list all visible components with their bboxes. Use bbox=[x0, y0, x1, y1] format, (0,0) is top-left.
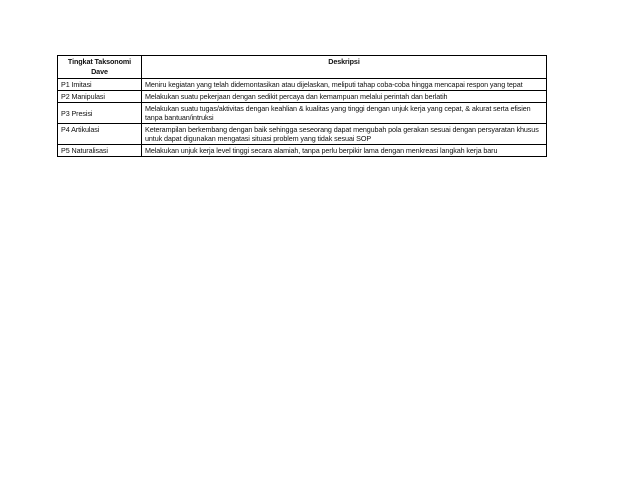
table-row bbox=[58, 79, 547, 91]
row-level: P2 Manipulasi bbox=[58, 91, 142, 103]
header-level: Tingkat Taksonomi Dave bbox=[58, 56, 142, 79]
row-level: P3 Presisi bbox=[58, 103, 142, 124]
table-header-row bbox=[58, 56, 547, 79]
row-description: Melakukan unjuk kerja level tinggi secara alamiah, tanpa perlu berpikir lama dengan menkreasi langkah kerja baru bbox=[142, 145, 547, 157]
row-description: Meniru kegiatan yang telah didemontasikan atau dijelaskan, meliputi tahap coba-coba hingga mencapai respon yang tepat bbox=[142, 79, 547, 91]
row-level: P5 Naturalisasi bbox=[58, 145, 142, 157]
row-description: Keterampilan berkembang dengan baik sehingga seseorang dapat mengubah pola gerakan sesuai dengan persyaratan khusus untuk dapat digunakan mengatasi situasi problem yang tidak sesuai SOP bbox=[142, 124, 547, 145]
table-row bbox=[58, 103, 547, 124]
row-description: Melakukan suatu pekerjaan dengan sedikit percaya dan kemampuan melalui perintah dan berlatih bbox=[142, 91, 547, 103]
header-description: Deskripsi bbox=[142, 56, 547, 79]
row-level: P4 Artikulasi bbox=[58, 124, 142, 145]
table-row bbox=[58, 145, 547, 157]
row-description: Melakukan suatu tugas/aktivitas dengan keahlian & kualitas yang tinggi dengan unjuk kerja yang cepat, & akurat serta efisien tanpa bantuan/intruksi bbox=[142, 103, 547, 124]
taxonomy-table bbox=[57, 55, 547, 157]
table-row bbox=[58, 124, 547, 145]
table-row bbox=[58, 91, 547, 103]
row-level: P1 Imitasi bbox=[58, 79, 142, 91]
